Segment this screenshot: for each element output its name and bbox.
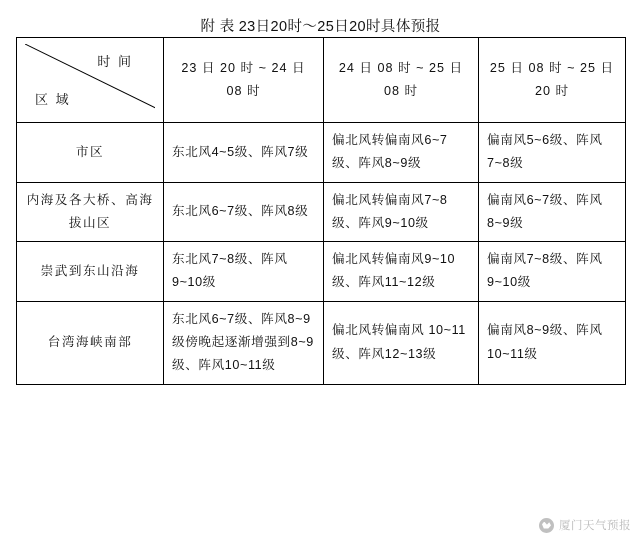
corner-area-header: 区 域	[35, 91, 71, 107]
table-row	[17, 301, 626, 384]
top-margin	[0, 0, 641, 12]
table-cell: 偏北风转偏南风 10~11级、阵风12~13级	[324, 301, 479, 384]
table-cell: 偏南风8~9级、阵风10~11级	[479, 301, 626, 384]
table-corner-cell	[17, 38, 164, 123]
table-cell: 偏南风6~7级、阵风8~9级	[479, 182, 626, 242]
column-header-2: 24 日 08 时 ~ 25 日 08 时	[324, 38, 479, 123]
table-cell: 偏北风转偏南风6~7级、阵风8~9级	[324, 123, 479, 183]
row-header-area: 内海及各大桥、高海拔山区	[17, 182, 164, 242]
title-text: 23日20时～25日20时具体预报	[238, 19, 441, 35]
page-title	[0, 15, 641, 36]
table-cell: 偏北风转偏南风9~10级、阵风11~12级	[324, 242, 479, 302]
table-cell: 东北风6~7级、阵风8~9级傍晚起逐渐增强到8~9级、阵风10~11级	[164, 301, 324, 384]
watermark	[539, 517, 631, 533]
table-cell: 东北风6~7级、阵风8级	[164, 182, 324, 242]
watermark-label: 厦门天气预报	[559, 520, 631, 532]
row-header-area: 市区	[17, 123, 164, 183]
bottom-margin	[0, 534, 641, 540]
table-cell: 东北风7~8级、阵风9~10级	[164, 242, 324, 302]
column-header-3: 25 日 08 时 ~ 25 日 20 时	[479, 38, 626, 123]
title-label: 附 表	[200, 19, 235, 35]
table-cell: 偏北风转偏南风7~8级、阵风9~10级	[324, 182, 479, 242]
table-cell: 偏南风7~8级、阵风9~10级	[479, 242, 626, 302]
table-row	[17, 123, 626, 183]
table-row	[17, 182, 626, 242]
table-cell: 东北风4~5级、阵风7级	[164, 123, 324, 183]
table-cell: 偏南风5~6级、阵风7~8级	[479, 123, 626, 183]
corner-time-header: 时 间	[97, 54, 133, 69]
row-header-area: 台湾海峡南部	[17, 301, 164, 384]
column-header-1: 23 日 20 时 ~ 24 日 08 时	[164, 38, 324, 123]
table-row	[17, 242, 626, 302]
forecast-table	[16, 37, 626, 385]
table-header-row	[17, 38, 626, 123]
row-header-area: 崇武到东山沿海	[17, 242, 164, 302]
weibo-logo-icon	[539, 518, 554, 533]
